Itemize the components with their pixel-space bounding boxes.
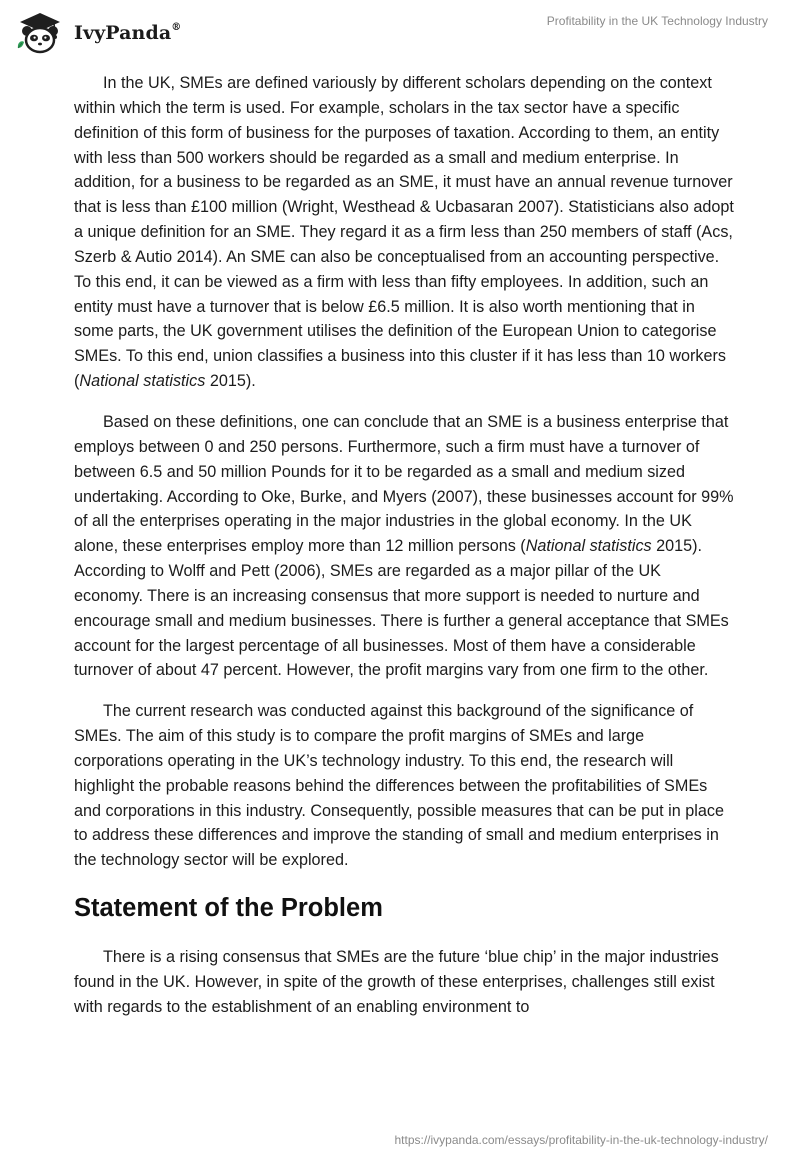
registered-mark: ®: [171, 21, 182, 33]
paragraph-problem-statement: There is a rising consensus that SMEs are the future ‘blue chip’ in the major industries found in the UK. However, in spite of the growth of these enterprises, challenges still exist with regards to the establishment of an enabling environment to: [74, 948, 719, 1016]
document-title: Profitability in the UK Technology Industry: [546, 14, 768, 28]
page-header: [0, 0, 800, 64]
paragraph-sme-definitions: In the UK, SMEs are defined variously by different scholars depending on the context within which the term is used. For example, scholars in the tax sector have a specific definition of this form of business for the purposes of taxation. According to them, an entity with less than 500 workers should be regarded as a small and medium enterprise. In addition, for a business to be regarded as an SME, it must have an annual revenue turnover that is less than £100 million (Wright, Westhead & Ucbasaran 2007). Statisticians also adopt a unique definition for an SME. They regard it as a firm less than 250 members of staff (Acs, Szerb & Autio 2014). An SME can also be conceptualised from an accounting perspective. To this end, it can be viewed as a firm with less than fifty employees. In addition, such an entity must have a turnover that is below £6.5 million. It is also worth mentioning that in some parts, the UK government utilises the definition of the European Union to categorise SMEs. To this end, union classifies a business into this cluster if it has less than 10 workers (National statistics 2015).: [74, 74, 734, 391]
citation-italic: National statistics: [525, 537, 652, 556]
panda-graduate-icon: [14, 10, 66, 56]
essay-body: [74, 71, 734, 1036]
ivypanda-logo[interactable]: [14, 8, 184, 58]
source-url[interactable]: https://ivypanda.com/essays/profitability-in-the-uk-technology-industry/: [394, 1133, 768, 1147]
paragraph-sme-conclusion: Based on these definitions, one can conclude that an SME is a business enterprise that employs between 0 and 250 persons. Furthermore, such a firm must have a turnover of between 6.5 and 50 million Pounds for it to be regarded as a small and medium sized undertaking. According to Oke, Burke, and Myers (2007), these businesses account for 99% of all the enterprises operating in the major industries in the global economy. In the UK alone, these enterprises employ more than 12 million persons (National statistics 2015). According to Wolff and Pett (2006), SMEs are regarded as a major pillar of the UK economy. There is an increasing consensus that more support is needed to nurture and encourage small and medium businesses. There is further a general acceptance that SMEs account for the largest percentage of all businesses. Most of them have a considerable turnover of about 47 percent. However, the profit margins vary from one firm to the other.: [74, 412, 734, 680]
citation-italic: National statistics: [79, 372, 206, 391]
brand-name: IvyPanda®: [74, 21, 182, 44]
paragraph-research-aim: The current research was conducted against this background of the significance of SMEs. The aim of this study is to compare the profit margins of SMEs and large corporations operating in the UK’s technology industry. To this end, the research will highlight the probable reasons behind the differences between the profitabilities of SMEs and corporations in this industry. Consequently, possible measures that can be put in place to address these differences and improve the standing of small and medium enterprises in the technology sector will be explored.: [74, 702, 724, 870]
section-heading: Statement of the Problem: [74, 894, 383, 923]
